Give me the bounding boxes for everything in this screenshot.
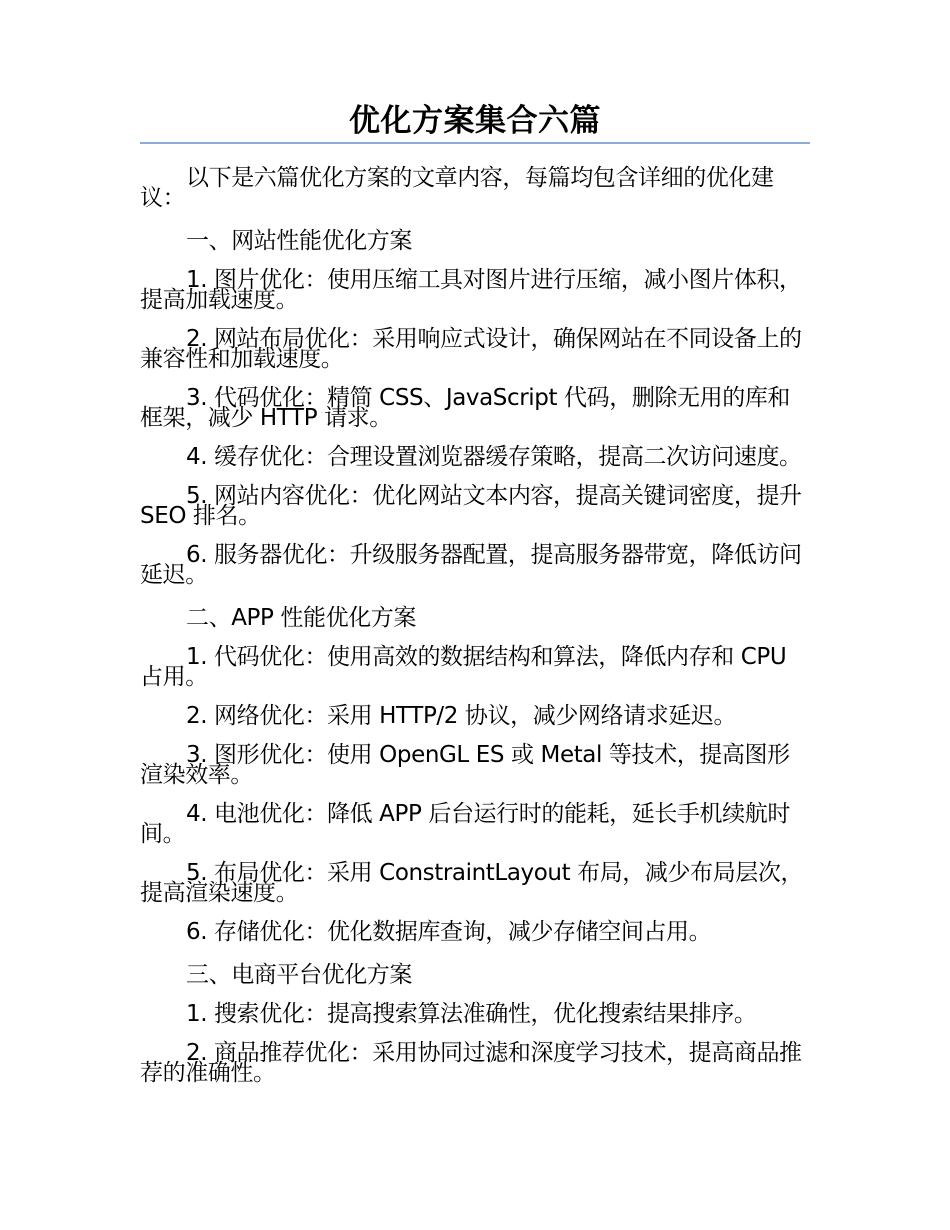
list-item: 6. 存储优化：优化数据库查询，减少存储空间占用。 [186, 919, 712, 945]
list-item: 2. 网站布局优化：采用响应式设计，确保网站在不同设备上的兼容性和加载速度。 [140, 326, 802, 372]
list-item: 4. 电池优化：降低 APP 后台运行时的能耗，延长手机续航时间。 [140, 801, 790, 847]
list-item: 1. 图片优化：使用压缩工具对图片进行压缩，减小图片体积，提高加载速度。 [140, 267, 802, 313]
list-item: 2. 商品推荐优化：采用协同过滤和深度学习技术，提高商品推荐的准确性。 [140, 1040, 802, 1086]
list-item: 3. 代码优化：精简 CSS、JavaScript 代码，删除无用的库和框架，减少 HTTP 请求。 [140, 385, 791, 431]
list-item: 4. 缓存优化：合理设置浏览器缓存策略，提高二次访问速度。 [186, 444, 802, 470]
section-heading-web: 一、网站性能优化方案 [186, 228, 413, 254]
list-item: 1. 搜索优化：提高搜索算法准确性，优化搜索结果排序。 [186, 1001, 757, 1027]
title-block [140, 100, 810, 144]
list-item: 6. 服务器优化：升级服务器配置，提高服务器带宽，降低访问延迟。 [140, 542, 802, 588]
list-item: 5. 布局优化：采用 ConstraintLayout 布局，减少布局层次，提高渲染速度。 [140, 860, 804, 906]
document-title: 优化方案集合六篇 [349, 103, 601, 139]
list-item: 3. 图形优化：使用 OpenGL ES 或 Metal 等技术，提高图形渲染效率。 [140, 742, 790, 788]
list-item: 2. 网络优化：采用 HTTP/2 协议，减少网络请求延迟。 [186, 703, 737, 729]
list-item: 5. 网站内容优化：优化网站文本内容，提高关键词密度，提升 SEO 排名。 [140, 483, 802, 529]
section-heading-ecommerce: 三、电商平台优化方案 [186, 962, 413, 988]
section-heading-app: 二、APP 性能优化方案 [186, 605, 416, 631]
document-body [140, 100, 810, 1092]
list-item: 1. 代码优化：使用高效的数据结构和算法，降低内存和 CPU 占用。 [140, 644, 787, 690]
intro-paragraph: 以下是六篇优化方案的文章内容，每篇均包含详细的优化建议： [140, 165, 774, 211]
